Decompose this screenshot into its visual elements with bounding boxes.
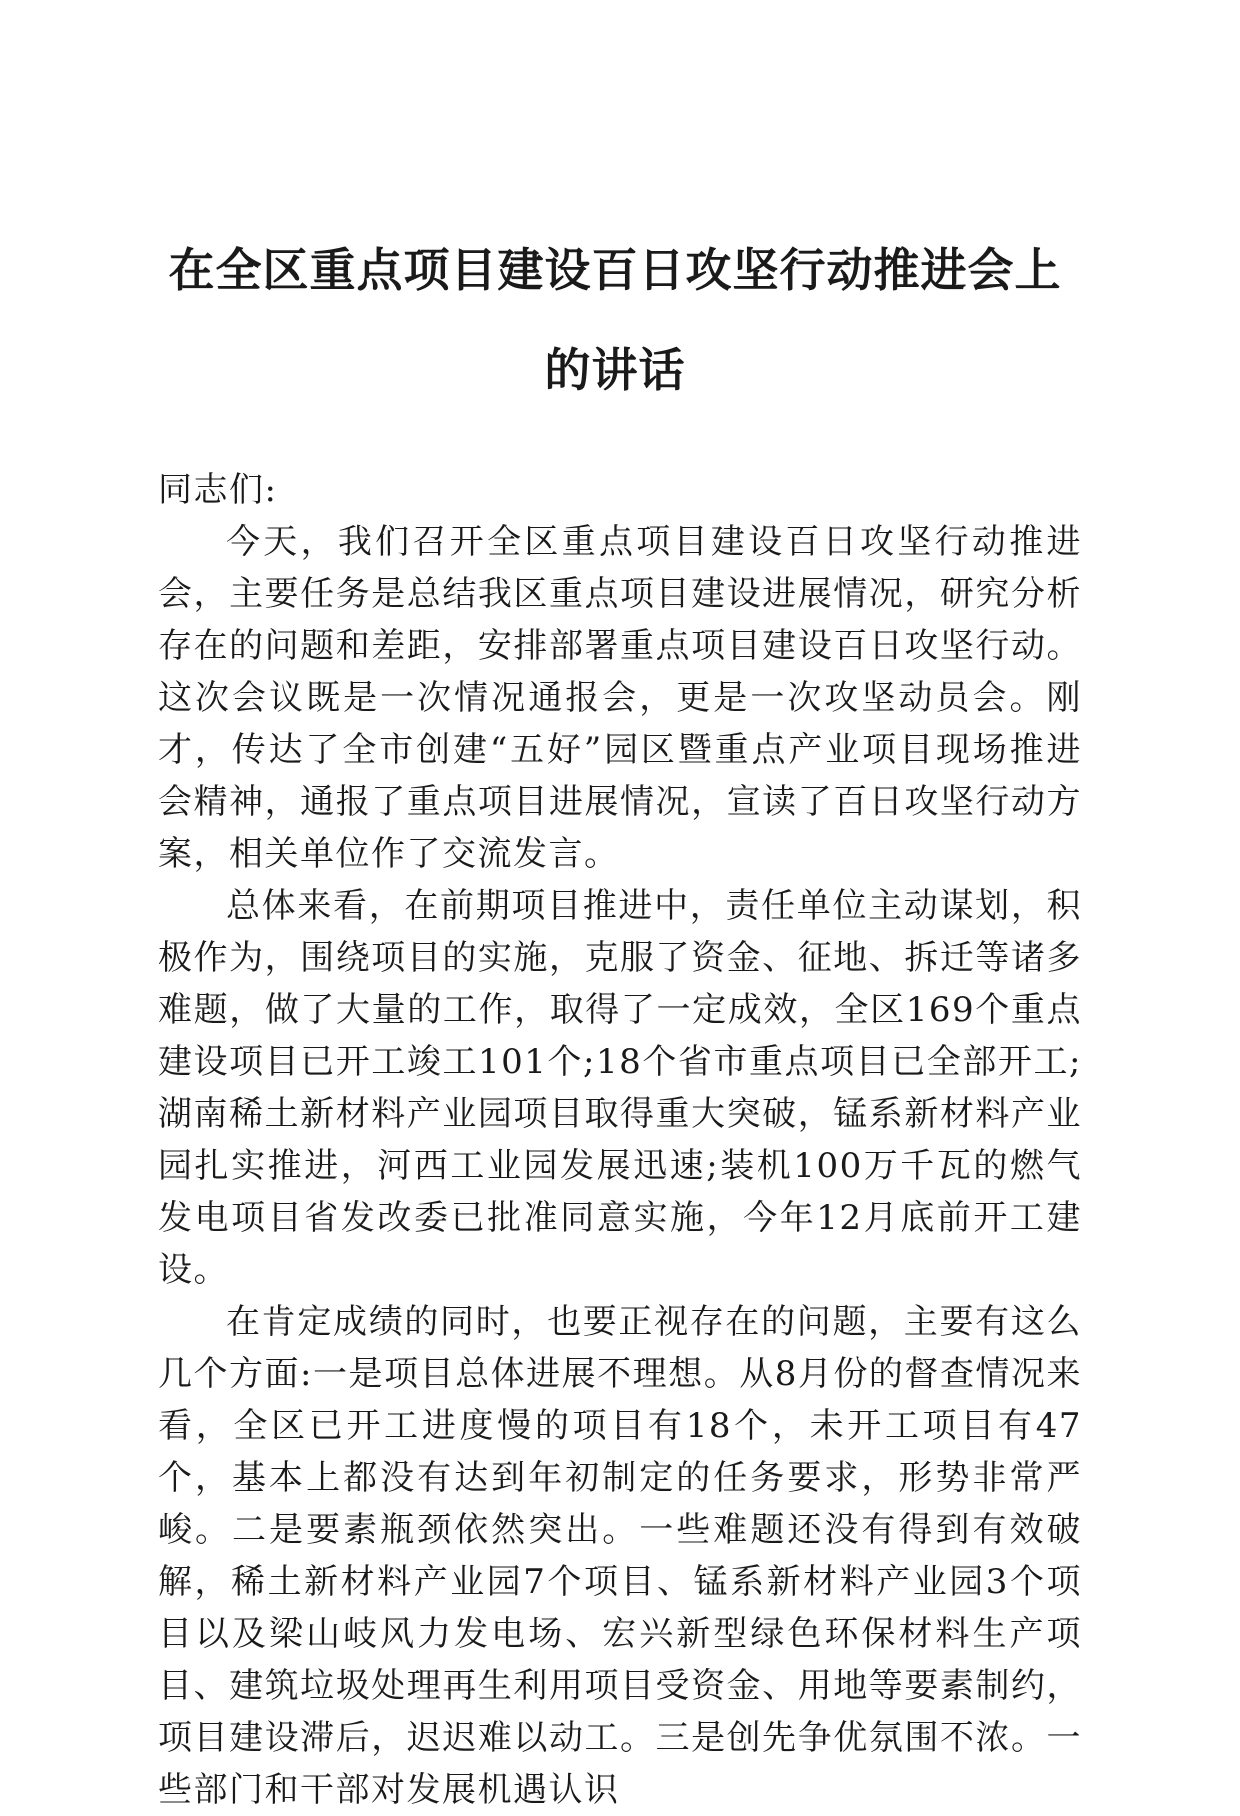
document-title: 在全区重点项目建设百日攻坚行动推进会上的讲话	[168, 243, 1062, 397]
paragraph-problems: 在肯定成绩的同时，也要正视存在的问题，主要有这么几个方面:一是项目总体进展不理想。从8月份的督查情况来看，全区已开工进度慢的项目有18个，未开工项目有47个，基本上都没有达到年初制定的任务要求，形势非常严峻。二是要素瓶颈依然突出。一些难题还没有得到有效破解，稀土新材料产业园7个项目、锰系新材料产业园3个项目以及梁山岐风力发电场、宏兴新型绿色环保材料生产项目、建筑垃圾处理再生利用项目受资金、用地等要素制约，项目建设滞后，迟迟难以动工。三是创先争优氛围不浓。一些部门和干部对发展机遇认识	[158, 1302, 1082, 1810]
paragraph-opening: 今天，我们召开全区重点项目建设百日攻坚行动推进会，主要任务是总结我区重点项目建设进展情况，研究分析存在的问题和差距，安排部署重点项目建设百日攻坚行动。这次会议既是一次情况通报会，更是一次攻坚动员会。刚才，传达了全市创建“五好”园区暨重点产业项目现场推进会精神，通报了重点项目进展情况，宣读了百日攻坚行动方案，相关单位作了交流发言。	[158, 522, 1082, 874]
paragraph-achievements: 总体来看，在前期项目推进中，责任单位主动谋划，积极作为，围绕项目的实施，克服了资金、征地、拆迁等诸多难题，做了大量的工作，取得了一定成效，全区169个重点建设项目已开工竣工101个;18个省市重点项目已全部开工;湖南稀土新材料产业园项目取得重大突破，锰系新材料产业园扎实推进，河西工业园发展迅速;装机100万千瓦的燃气发电项目省发改委已批准同意实施，今年12月底前开工建设。	[158, 886, 1082, 1290]
greeting: 同志们:	[158, 470, 278, 510]
document-body	[158, 464, 1082, 1816]
